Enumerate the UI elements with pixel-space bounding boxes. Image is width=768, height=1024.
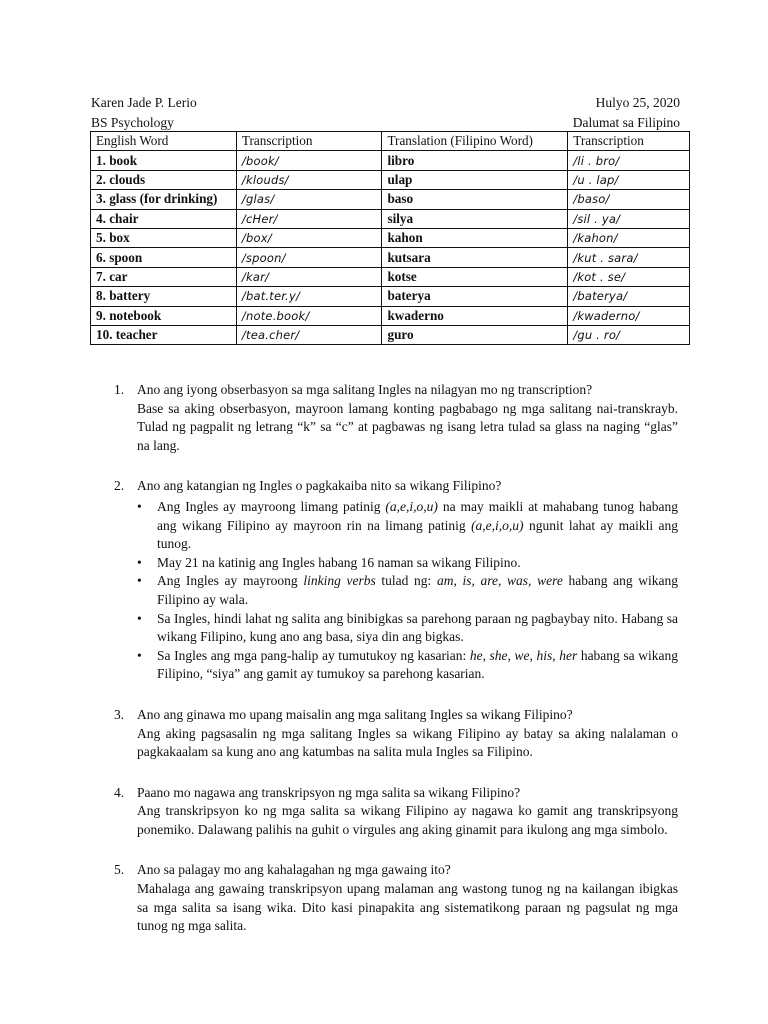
list-item <box>137 647 678 684</box>
english-transcription-cell: /book/ <box>236 151 382 170</box>
filipino-word-cell: kahon <box>382 228 568 247</box>
table-row <box>91 190 690 209</box>
filipino-word-cell: guro <box>382 325 568 344</box>
question-number: 3. <box>114 706 125 722</box>
english-transcription-cell: /note.book/ <box>236 306 382 325</box>
english-word-cell: 4. chair <box>91 209 237 228</box>
filipino-transcription-cell: /kut . sara/ <box>568 248 690 267</box>
questions-section <box>90 381 678 936</box>
italic-term: he, she, we, his, her <box>469 647 578 663</box>
filipino-transcription-cell: /baso/ <box>568 190 690 209</box>
header-translation: Translation (Filipino Word) <box>382 132 568 151</box>
transcription-table <box>90 131 690 345</box>
filipino-word-cell: kutsara <box>382 248 568 267</box>
english-word-cell: 1. book <box>91 151 237 170</box>
table-row <box>91 151 690 170</box>
filipino-transcription-cell: /u . lap/ <box>568 170 690 189</box>
english-transcription-cell: /spoon/ <box>236 248 382 267</box>
answer-bullet-list <box>137 498 678 684</box>
bullet-text: ngunit lahat ay maikli ang tunog. <box>157 517 679 552</box>
question-text: Ano sa palagay mo ang kahalagahan ng mga gawaing ito? <box>137 862 451 878</box>
filipino-transcription-cell: /kwaderno/ <box>568 306 690 325</box>
table-row <box>91 248 690 267</box>
filipino-transcription-cell: /li . bro/ <box>568 151 690 170</box>
english-word-cell: 3. glass (for drinking) <box>91 190 237 209</box>
bullet-text: habang ang wikang Filipino ay wala. <box>157 573 679 607</box>
question-block <box>90 706 678 762</box>
answer-text: Ang transkripsyon ko ng mga salita sa wikang Filipino ay nagawa ko gamit ang transkripsyong ponemiko. Dalawang palihis na guhit o virgules ang aking ginamit para ikulong ang mga simbolo. <box>137 803 678 837</box>
answer-text: Ang aking pagsasalin ng mga salitang Ingles sa wikang Filipino ay batay sa aking nalalaman o pagkakaalam sa kung ano ang katumbas na salita mula Ingles sa Filipino. <box>137 725 678 760</box>
english-word-cell: 5. box <box>91 228 237 247</box>
table-row <box>91 325 690 344</box>
english-word-cell: 8. battery <box>91 287 237 306</box>
table-row <box>91 228 690 247</box>
bullet-text: May 21 na katinig ang Ingles habang 16 naman sa wikang Filipino. <box>157 554 521 570</box>
question-block <box>90 477 678 684</box>
list-item <box>137 610 678 647</box>
filipino-word-cell: silya <box>382 209 568 228</box>
bullet-text: Sa Ingles, hindi lahat ng salita ang binibigkas sa parehong paraan ng pagbaybay nito. Habang sa wikang Filipino, kung ano ang basa, siya din ang bigkas. <box>157 610 678 645</box>
answer-text: Mahalaga ang gawaing transkripsyon upang malaman ang wastong tunog ng na kailangan ibigkas sa mga salita sa isang wika. Dito kasi pinapakita ang sistematikong paraan ng pagsulat ng mga tunog ng mga salita. <box>137 881 678 934</box>
question-row <box>90 381 678 400</box>
bullet-text: Ang Ingles ay mayroong limang patinig <box>157 498 386 514</box>
english-transcription-cell: /klouds/ <box>236 170 382 189</box>
bullet-text: tulad ng: <box>375 573 437 589</box>
student-course: BS Psychology <box>91 115 174 130</box>
italic-term: linking verbs <box>303 573 376 589</box>
list-item <box>137 572 678 609</box>
question-number: 1. <box>114 382 125 397</box>
filipino-word-cell: kwaderno <box>382 306 568 325</box>
filipino-transcription-cell: /kot . se/ <box>568 267 690 286</box>
question-row <box>90 706 678 725</box>
question-block <box>90 784 678 840</box>
question-text: Ano ang iyong obserbasyon sa mga salitang Ingles na nilagyan mo ng transcription? <box>137 382 593 397</box>
english-transcription-cell: /tea.cher/ <box>236 325 382 344</box>
question-number: 5. <box>114 862 125 878</box>
filipino-transcription-cell: /baterya/ <box>568 287 690 306</box>
question-row <box>90 784 678 803</box>
question-row <box>90 861 678 880</box>
english-word-cell: 2. clouds <box>91 170 237 189</box>
english-transcription-cell: /kar/ <box>236 267 382 286</box>
english-word-cell: 9. notebook <box>91 306 237 325</box>
filipino-transcription-cell: /gu . ro/ <box>568 325 690 344</box>
header-transcription: Transcription <box>236 132 382 151</box>
table-header-row <box>91 132 690 151</box>
question-block <box>90 861 678 935</box>
english-transcription-cell: /bat.ter.y/ <box>236 287 382 306</box>
question-block <box>90 381 678 455</box>
question-text: Ano ang katangian ng Ingles o pagkakaiba nito sa wikang Filipino? <box>137 478 502 494</box>
list-item <box>137 498 678 554</box>
filipino-word-cell: baso <box>382 190 568 209</box>
question-text: Ano ang ginawa mo upang maisalin ang mga salitang Ingles sa wikang Filipino? <box>137 706 573 722</box>
bullet-text: Sa Ingles ang mga pang-halip ay tumutukoy ng kasarian: <box>157 647 470 663</box>
filipino-word-cell: ulap <box>382 170 568 189</box>
list-item <box>137 554 678 573</box>
italic-term: (a,e,i,o,u) <box>471 517 524 533</box>
filipino-word-cell: baterya <box>382 287 568 306</box>
answer-text: Base sa aking obserbasyon, mayroon lamang konting pagbabago ng mga salitang nai-transkrayb. Tulad ng pagpalit ng letrang “k” sa “c” at pagbawas ng isang letra tulad sa glass na naging “glas” na lang. <box>137 400 678 453</box>
italic-term: am, is, are, was, were <box>436 573 563 589</box>
table-row <box>91 306 690 325</box>
subject-name: Dalumat sa Filipino <box>572 115 680 130</box>
bullet-text: Ang Ingles ay mayroong <box>157 573 304 589</box>
filipino-word-cell: libro <box>382 151 568 170</box>
table-row <box>91 287 690 306</box>
student-name: Karen Jade P. Lerio <box>91 95 197 110</box>
english-transcription-cell: /cHer/ <box>236 209 382 228</box>
question-row <box>90 477 678 496</box>
filipino-transcription-cell: /kahon/ <box>568 228 690 247</box>
header-english-word: English Word <box>91 132 237 151</box>
filipino-word-cell: kotse <box>382 267 568 286</box>
table-row <box>91 170 690 189</box>
question-number: 4. <box>114 784 125 800</box>
header-filipino-transcription: Transcription <box>568 132 690 151</box>
filipino-transcription-cell: /sil . ya/ <box>568 209 690 228</box>
table-body <box>91 151 690 345</box>
bullet-text: habang sa wikang Filipino, “siya” ang gamit ay tumukoy sa parehong kasarian. <box>157 647 678 682</box>
header-left <box>91 93 197 133</box>
question-text: Paano mo nagawa ang transkripsyon ng mga salita sa wikang Filipino? <box>137 784 521 800</box>
bullet-text: na may maikli at mahabang tunog habang ang wikang Filipino ay mayroon rin na limang patinig <box>157 498 678 533</box>
table-row <box>91 209 690 228</box>
english-word-cell: 10. teacher <box>91 325 237 344</box>
document-date: Hulyo 25, 2020 <box>595 95 680 110</box>
english-transcription-cell: /glas/ <box>236 190 382 209</box>
italic-term: (a,e,i,o,u) <box>385 498 438 514</box>
question-number: 2. <box>114 478 125 494</box>
english-word-cell: 6. spoon <box>91 248 237 267</box>
header-right <box>573 93 680 133</box>
english-word-cell: 7. car <box>91 267 237 286</box>
english-transcription-cell: /box/ <box>236 228 382 247</box>
table-row <box>91 267 690 286</box>
